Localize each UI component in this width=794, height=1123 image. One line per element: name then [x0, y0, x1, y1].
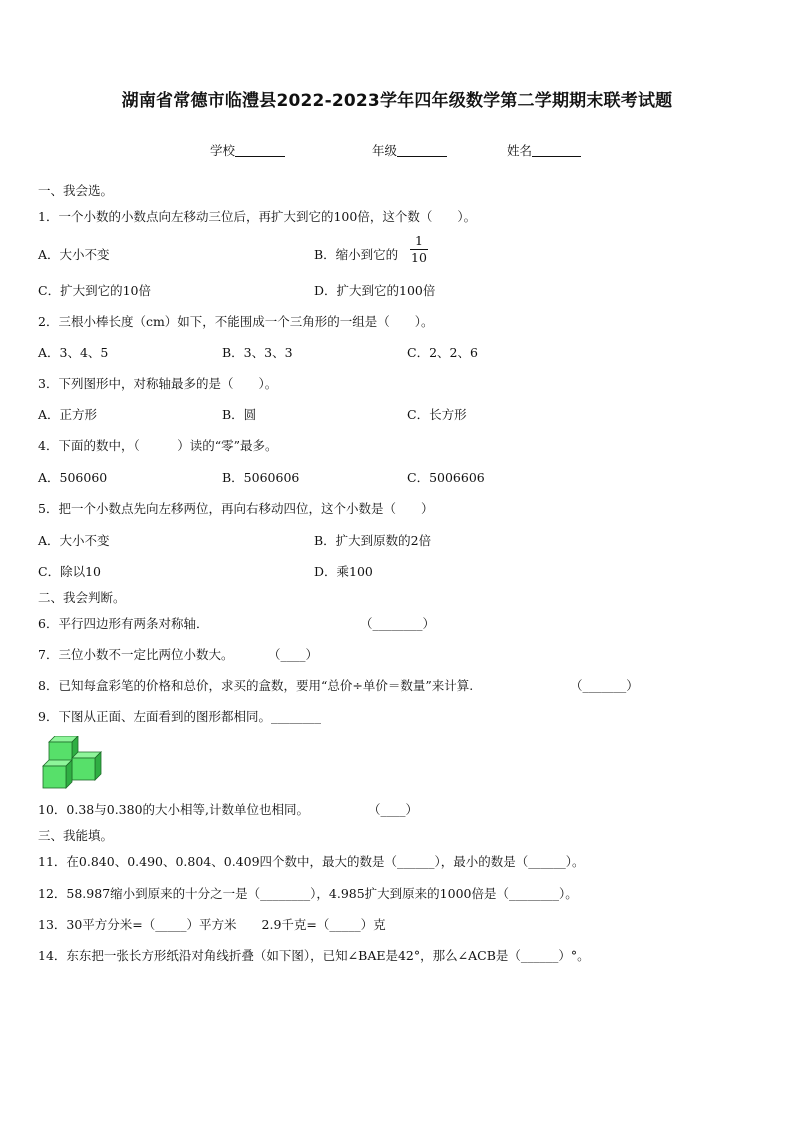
q3-option-c[interactable]: C．长方形: [407, 407, 467, 422]
question-2-stem: 2．三根小棒长度（cm）如下，不能围成一个三角形的一组是（ ）。: [38, 314, 434, 329]
grade-field: [372, 141, 447, 159]
exam-title: 湖南省常德市临澧县2022-2023学年四年级数学第二学期期末联考试题: [121, 91, 673, 111]
question-1-stem: 1．一个小数的小数点向左移动三位后，再扩大到它的100倍，这个数（ ）。: [38, 209, 477, 224]
question-6-stem: 6．平行四边形有两条对称轴．: [38, 616, 209, 631]
school-label: 学校: [210, 143, 236, 158]
cube-front: [43, 760, 72, 788]
question-5-stem: 5．把一个小数点先向左移两位，再向右移动四位，这个小数是（ ）: [38, 501, 434, 516]
section-judge-heading: 二、我会判断。: [38, 590, 126, 605]
q4-option-a[interactable]: A．506060: [38, 470, 108, 485]
cube-stack-figure: [40, 736, 104, 790]
school-field: [210, 141, 285, 159]
section-fill-heading: 三、我能填。: [38, 828, 114, 843]
q8-answer-blank[interactable]: （_______）: [570, 678, 639, 693]
q3-option-b[interactable]: B．圆: [222, 407, 257, 422]
question-8-stem: 8．已知每盒彩笔的价格和总价，求买的盒数，要用“总价÷单价＝数量”来计算.: [38, 678, 474, 693]
fraction-numerator: 1: [415, 233, 423, 248]
q1-option-b[interactable]: B．缩小到它的: [314, 247, 399, 262]
q1-option-a[interactable]: A．大小不变: [38, 247, 110, 262]
q4-option-b[interactable]: B．5060606: [222, 470, 300, 485]
q10-answer-blank[interactable]: （____）: [368, 802, 419, 817]
question-7-stem: 7．三位小数不一定比两位小数大。: [38, 647, 234, 662]
q1-option-d[interactable]: D．扩大到它的100倍: [314, 283, 436, 298]
question-9-stem: 9．下图从正面、左面看到的图形都相同。________: [38, 709, 321, 724]
name-label: 姓名: [507, 143, 533, 158]
q5-option-d[interactable]: D．乘100: [314, 564, 373, 579]
q6-answer-blank[interactable]: （________）: [360, 616, 436, 631]
question-10-stem: 10．0.38与0.380的大小相等,计数单位也相同。: [38, 802, 309, 817]
question-3-stem: 3．下列图形中，对称轴最多的是（ ）。: [38, 376, 278, 391]
question-13-stem: 13．30平方分米=（_____）平方米 2.9千克=（_____）克: [38, 917, 386, 932]
q2-option-b[interactable]: B．3、3、3: [222, 345, 293, 360]
grade-label: 年级: [372, 143, 398, 158]
q5-option-a[interactable]: A．大小不变: [38, 533, 110, 548]
question-14-stem: 14．东东把一张长方形纸沿对角线折叠（如下图），已知∠BAE是42°，那么∠ACB是（______）°。: [38, 948, 590, 963]
q2-option-a[interactable]: A．3、4、5: [38, 345, 109, 360]
question-12-stem: 12．58.987缩小到原来的十分之一是（________），4.985扩大到原来的1000倍是（________）。: [38, 886, 578, 901]
name-blank[interactable]: [532, 143, 581, 157]
q5-option-b[interactable]: B．扩大到原数的2倍: [314, 533, 432, 548]
grade-blank[interactable]: [397, 143, 447, 157]
name-field: [507, 141, 581, 159]
question-4-stem: 4．下面的数中，（ ）读的“零”最多。: [38, 438, 278, 453]
q1-option-c[interactable]: C．扩大到它的10倍: [38, 283, 151, 298]
fraction-denominator: 10: [411, 250, 427, 265]
question-11-stem: 11．在0.840、0.490、0.804、0.409四个数中，最大的数是（______），最小的数是（______）。: [38, 854, 585, 869]
q5-option-c[interactable]: C．除以10: [38, 564, 101, 579]
school-blank[interactable]: [235, 143, 285, 157]
q2-option-c[interactable]: C．2、2、6: [407, 345, 478, 360]
cube-right: [72, 752, 101, 780]
q4-option-c[interactable]: C．5006606: [407, 470, 485, 485]
q3-option-a[interactable]: A．正方形: [38, 407, 98, 422]
q7-answer-blank[interactable]: （____）: [268, 647, 319, 662]
section-choice-heading: 一、我会选。: [38, 183, 114, 198]
q1-option-b-fraction: [410, 234, 428, 265]
